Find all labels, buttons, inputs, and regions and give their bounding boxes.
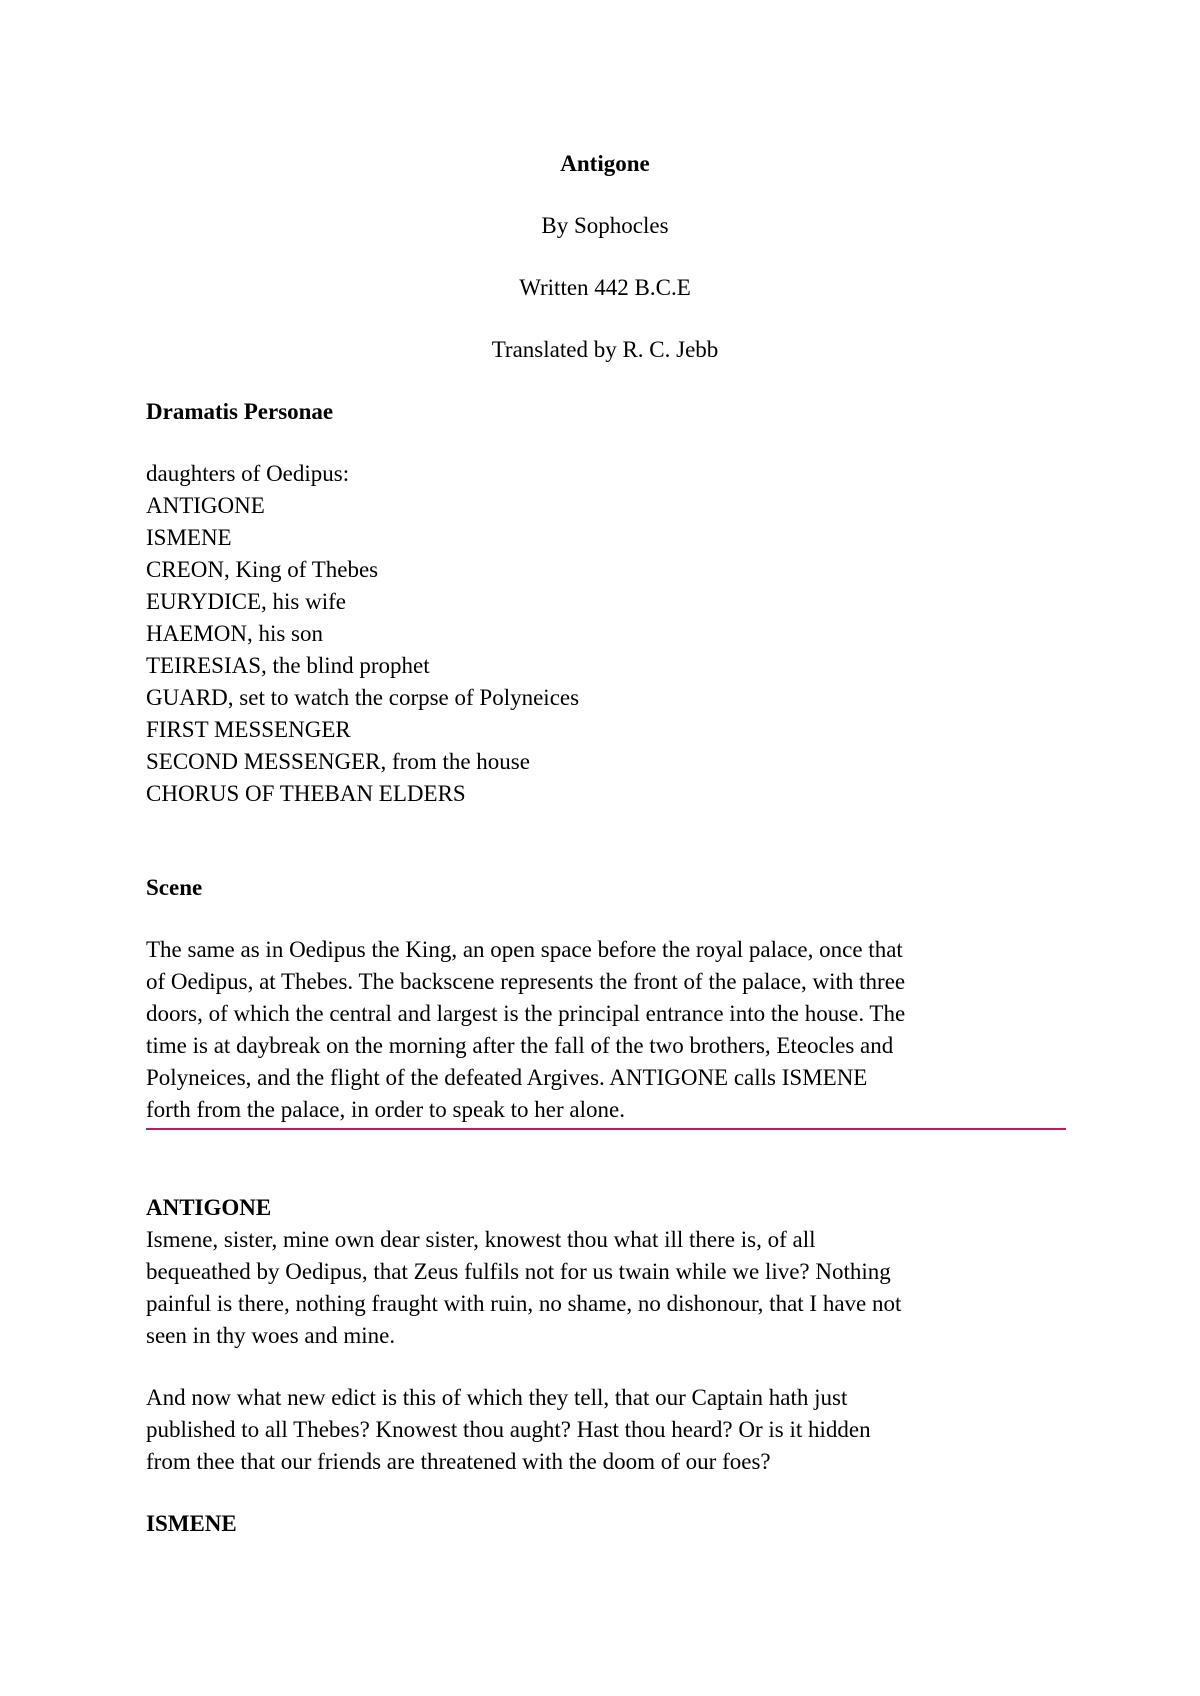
document-page <box>146 148 1064 1540</box>
speech-line: seen in thy woes and mine. <box>146 1323 396 1348</box>
personae-line: SECOND MESSENGER, from the house <box>146 749 530 774</box>
speech-line: And now what new edict is this of which they tell, that our Captain hath just <box>146 1385 848 1410</box>
scene-line: The same as in Oedipus the King, an open space before the royal palace, once that <box>146 937 903 962</box>
antigone-speech-2 <box>146 1382 1064 1478</box>
personae-list <box>146 458 1064 810</box>
personae-line: daughters of Oedipus: <box>146 461 350 486</box>
speech-line: published to all Thebes? Knowest thou aught? Hast thou heard? Or is it hidden <box>146 1417 871 1442</box>
personae-line: GUARD, set to watch the corpse of Polyneices <box>146 685 580 710</box>
personae-line: EURYDICE, his wife <box>146 589 346 614</box>
scene-description <box>146 934 1064 1126</box>
speaker-antigone: ANTIGONE <box>146 1195 272 1220</box>
speech-line: painful is there, nothing fraught with ruin, no shame, no dishonour, that I have not <box>146 1291 902 1316</box>
personae-line: HAEMON, his son <box>146 621 323 646</box>
scene-heading: Scene <box>146 875 203 900</box>
personae-line: CREON, King of Thebes <box>146 557 379 582</box>
speech-line: bequeathed by Oedipus, that Zeus fulfils not for us twain while we live? Nothing <box>146 1259 891 1284</box>
speech-line: Ismene, sister, mine own dear sister, knowest thou what ill there is, of all <box>146 1227 816 1252</box>
personae-line: ANTIGONE <box>146 493 265 518</box>
scene-line: forth from the palace, in order to speak to her alone. <box>146 1097 625 1122</box>
scene-line: Polyneices, and the flight of the defeated Argives. ANTIGONE calls ISMENE <box>146 1065 868 1090</box>
author-line: By Sophocles <box>541 213 669 238</box>
document-title: Antigone <box>560 151 650 176</box>
speech-line: from thee that our friends are threatened with the doom of our foes? <box>146 1449 771 1474</box>
antigone-speech-1 <box>146 1224 1064 1352</box>
dramatis-personae-heading: Dramatis Personae <box>146 399 334 424</box>
speaker-ismene: ISMENE <box>146 1511 237 1536</box>
translator-line: Translated by R. C. Jebb <box>491 337 719 362</box>
scene-line: of Oedipus, at Thebes. The backscene represents the front of the palace, with three <box>146 969 906 994</box>
personae-line: TEIRESIAS, the blind prophet <box>146 653 430 678</box>
scene-line: time is at daybreak on the morning after the fall of the two brothers, Eteocles and <box>146 1033 894 1058</box>
personae-line: CHORUS OF THEBAN ELDERS <box>146 781 466 806</box>
scene-line: doors, of which the central and largest is the principal entrance into the house. The <box>146 1001 906 1026</box>
personae-line: ISMENE <box>146 525 232 550</box>
personae-line: FIRST MESSENGER <box>146 717 351 742</box>
written-line: Written 442 B.C.E <box>519 275 691 300</box>
